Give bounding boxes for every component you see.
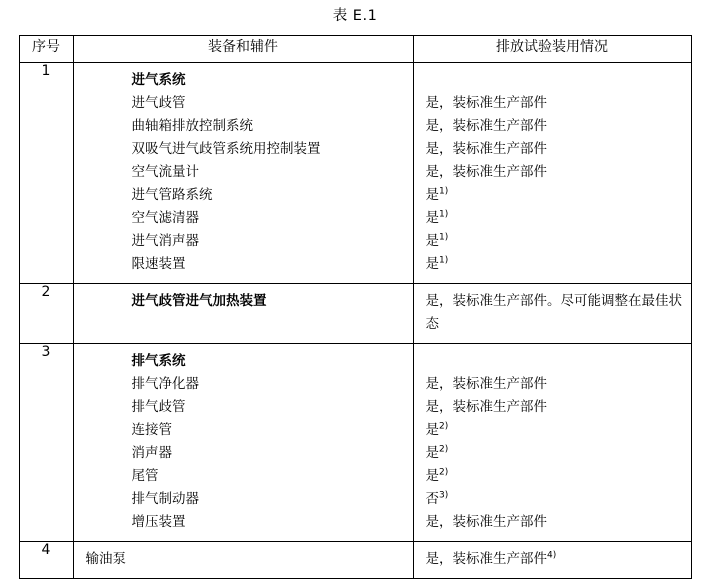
item-label: 曲轴箱排放控制系统	[131, 118, 253, 135]
row-number: 2	[19, 284, 73, 344]
usage-value: 是$^{1)}$	[425, 186, 449, 204]
usage-value: 是$^{2)}$	[425, 421, 449, 439]
footnote-marker: 1)	[439, 255, 449, 266]
row-number: 1	[19, 63, 73, 284]
usage-value: 是，装标准生产部件$^{4)}$	[425, 550, 557, 568]
footnote-marker: 4)	[547, 550, 557, 561]
row-item-list	[73, 542, 413, 579]
footnote-marker: 1)	[439, 209, 449, 220]
table-body	[19, 63, 691, 579]
footnote-marker: 3)	[439, 490, 449, 501]
usage-value: 是，装标准生产部件	[425, 118, 547, 135]
table-row	[19, 63, 691, 284]
item-label: 尾管	[131, 468, 159, 485]
table-row	[19, 542, 691, 579]
row-item-list	[73, 284, 413, 344]
usage-value: 是，装标准生产部件	[425, 95, 547, 112]
item-label: 进气管路系统	[131, 187, 213, 204]
table-header	[19, 36, 691, 63]
item-label: 连接管	[131, 422, 172, 439]
row-item-list	[73, 63, 413, 284]
row-number: 4	[19, 542, 73, 579]
item-label: 增压装置	[131, 514, 186, 531]
table-header-row	[19, 36, 691, 63]
item-label: 空气流量计	[131, 164, 199, 181]
footnote-marker: 2)	[439, 444, 449, 455]
item-label: 排气系统	[131, 353, 186, 370]
item-label: 双吸气进气歧管系统用控制装置	[131, 141, 321, 158]
row-usage-list	[413, 284, 691, 344]
equipment-table	[19, 35, 692, 579]
row-usage-list	[413, 63, 691, 284]
row-number: 3	[19, 344, 73, 542]
footnote-marker: 2)	[439, 421, 449, 432]
usage-value: 是$^{2)}$	[425, 467, 449, 485]
usage-value	[414, 350, 691, 373]
usage-value	[414, 69, 691, 92]
footnote-marker: 2)	[439, 467, 449, 478]
table-row	[19, 284, 691, 344]
footnote-marker: 1)	[439, 232, 449, 243]
item-label: 输油泵	[85, 551, 126, 568]
item-label: 空气滤清器	[131, 210, 199, 227]
usage-value: 是$^{2)}$	[425, 444, 449, 462]
item-label: 进气歧管进气加热装置	[131, 293, 267, 310]
item-label: 进气系统	[131, 72, 186, 89]
column-header-no: 序号	[19, 36, 73, 63]
usage-value: 是，装标准生产部件	[425, 376, 547, 393]
usage-value: 是，装标准生产部件。尽可能调整在最佳状态	[425, 293, 682, 333]
item-label: 排气净化器	[131, 376, 199, 393]
row-usage-list	[413, 542, 691, 579]
item-label: 进气歧管	[131, 95, 186, 112]
row-item-list	[73, 344, 413, 542]
usage-value: 否$^{3)}$	[425, 490, 449, 508]
footnote-marker: 1)	[439, 186, 449, 197]
item-label: 排气制动器	[131, 491, 199, 508]
table-caption: 表 E.1	[332, 8, 378, 24]
column-header-usage: 排放试验装用情况	[413, 36, 691, 63]
usage-value: 是，装标准生产部件	[425, 514, 547, 531]
usage-value: 是，装标准生产部件	[425, 399, 547, 416]
item-label: 排气歧管	[131, 399, 186, 416]
item-label: 进气消声器	[131, 233, 199, 250]
usage-value: 是，装标准生产部件	[425, 141, 547, 158]
item-label: 消声器	[131, 445, 172, 462]
usage-value: 是$^{1)}$	[425, 232, 449, 250]
row-usage-list	[413, 344, 691, 542]
usage-value: 是$^{1)}$	[425, 255, 449, 273]
usage-value: 是，装标准生产部件	[425, 164, 547, 181]
usage-value: 是$^{1)}$	[425, 209, 449, 227]
item-label: 限速装置	[131, 256, 186, 273]
column-header-item: 装备和辅件	[73, 36, 413, 63]
table-row	[19, 344, 691, 542]
